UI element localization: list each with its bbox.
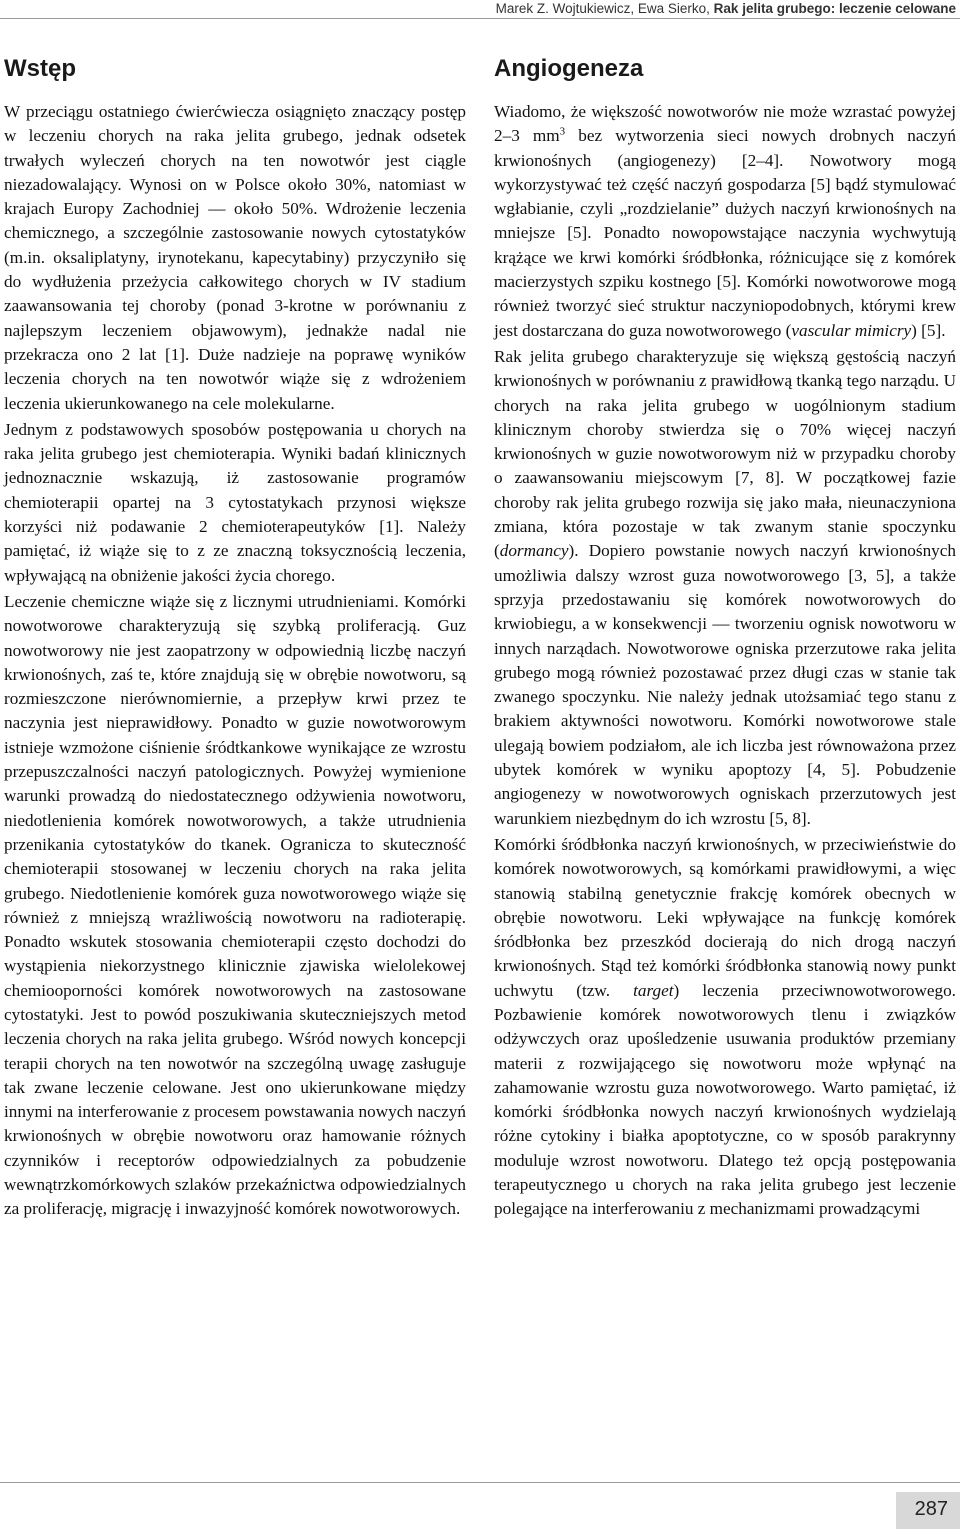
header-rule — [0, 18, 960, 19]
intro-paragraph-1: W przeciągu ostatniego ćwierćwiecza osiągnięto znaczący postęp w leczeniu chorych na raka jelita grubego, jednak odsetek trwałych wyleczeń chorych na ten nowotwór jest ciągle niezadowalający. Wynosi on w Polsce około 30%, natomiast w krajach Europy Zachodniej — około 50%. Wdrożenie leczenia chemicznego, a szczególnie zastosowanie nowych cytostatyków (m.in. oksaliplatyny, irynotekanu, kapecytabiny) przyczyniło się do wydłużenia przeżycia całkowitego chorych w IV stadium zaawansowania tej choroby (ponad 3-krotne w porównaniu z najlepszym leczeniem objawowym), jednakże nadal nie przekracza ono 2 lat [1]. Duże nadzieje na poprawę wyników leczenia chorych na ten nowotwór wiąże się z wdrożeniem leczenia ukierunkowanego na cele molekularne. — [4, 102, 466, 413]
page-number: 287 — [914, 1498, 948, 1520]
running-head-title: Rak jelita grubego: leczenie celowane — [713, 1, 956, 16]
text-run: ) [5]. — [911, 320, 946, 340]
running-head-authors: Marek Z. Wojtukiewicz, Ewa Sierko, — [495, 1, 710, 16]
text-run: Wiadomo, że większość nowotworów nie może wzrastać powyżej 2–3 mm — [494, 102, 956, 146]
superscript: 3 — [559, 125, 566, 138]
section-heading-introduction: Wstęp — [4, 55, 76, 82]
running-head — [496, 0, 956, 17]
angiogenesis-paragraph-1 — [494, 100, 956, 343]
intro-paragraph-2: Jednym z podstawowych sposobów postępowania u chorych na raka jelita grubego jest chemioterapia. Wyniki badań klinicznych jednoznacznie wskazują, iż zastosowanie programów chemioterapii opartej na 3 cytostatykach przynosi większe korzyści niż podawanie 2 chemioterapeutyków [1]. Należy pamiętać, iż wiąże się to z ze znaczną toksycznością leczenia, wpływającą na obniżenie jakości życia chorego. — [4, 419, 466, 585]
text-run: ) leczenia przeciwnowotworowego. Pozbawienie komórek nowotworowych tlenu i związków odżywczych oraz upośledzenie usuwania produktów przemiany materii z rozwijającego się nowotworu może wpłynąć na zahamowanie wzrostu guza nowotworowego. Warto pamiętać, iż komórki śródbłonka nowych naczyń krwionośnych wydzielają różne cytokiny i białka apoptotyczne, co w sposób parakrynny moduluje wzrost nowotworu. Dlatego też opcją postępowania terapeutycznego u chorych na raka jelita grubego jest leczenie polegające na interferowaniu z mechanizmami prowadzącymi — [494, 980, 956, 1219]
intro-paragraph-3: Leczenie chemiczne wiąże się z licznymi utrudnieniami. Komórki nowotworowe charakteryzują się szybką proliferacją. Guz nowotworowy nie jest zaopatrzony w odpowiednią liczbę naczyń krwionośnych, zaś te, które znajdują się w obrębie nowotworu, są rozmieszczone nierównomiernie, a przepływ krwi przez te naczynia jest nieprawidłowy. Ponadto w guzie nowotworowym istnieje wzmożone ciśnienie śródtkankowe wynikające ze wzrostu przepuszczalności naczyń patologicznych. Powyżej wymienione warunki prowadzą do niedostatecznego odżywienia nowotworu, niedotlenienia komórek nowotworowych, a także utrudnienia przenikania cytostatyków do tkanek. Ogranicza to skuteczność chemioterapii stosowanej w leczeniu chorych na raka jelita grubego. Niedotlenienie komórek guza nowotworowego wiąże się również z mniejszą wrażliwością nowotworu na radioterapię. Ponadto wskutek stosowania chemioterapii często dochodzi do wystąpienia niekorzystnego klinicznie zjawiska wielolekowej chemiooporności komórek nowotworowych na zastosowane cytostatyki. Jest to powód poszukiwania skuteczniejszych metod leczenia chorych na raka jelita grubego. Wśród nowych koncepcji terapii chorych na ten nowotwór na szczególną uwagę zasługuje tak zwane leczenie celowane. Jest ono ukierunkowane między innymi na interferowanie z procesem powstawania nowych naczyń krwionośnych w obrębie nowotworu oraz hamowanie różnych czynników i receptorów odpowiedzialnych za pobudzenie wewnątrzkomórkowych szlaków przekaźnictwa odpowiedzialnych za proliferację, migrację i inwazyjność komórek nowotworowych. — [4, 591, 466, 1219]
text-run: ). Dopiero powstanie nowych naczyń krwionośnych umożliwia dalszy wzrost guza nowotworowego [3, 5], a także sprzyja przedostawaniu się komórek nowotworowych do krwiobiegu, a w konsekwencji — tworzeniu ognisk nowotworu w innych narządach. Nowotworowe ogniska przerzutowe raka jelita grubego mogą również pozostawać przez długi czas w stanie tak zwanego spoczynku. Nie należy jednak utożsamiać tego stanu z brakiem aktywności nowotworu. Komórki nowotworowe stale ulegają bowiem podziałom, ale ich liczba jest równoważona przez ubytek komórek w wyniku apoptozy [4, 5]. Pobudzenie angiogenezy w nowotworowych ogniskach przerzutowych jest warunkiem niezbędnym do ich wzrostu [5, 8]. — [494, 541, 956, 828]
left-column — [4, 54, 466, 1222]
text-run: bez wytworzenia sieci nowych drobnych naczyń krwionośnych (angiogenezy) [2–4]. Nowotwory mogą wykorzystywać też część naczyń gospodarza [5] bądź stymulować wgłabianie, czyli „rozdzielanie” dużych naczyń krwionośnych na mniejsze [5]. Ponadto nowopowstające naczynia wychwytują krążące we krwi komórki śródbłonka, różnicujące się z komórek macierzystych szpiku kostnego [5]. Komórki nowotworowe mogą również tworzyć sieć struktur naczyniopodobnych, którymi krew jest dostarczana do guza nowotworowego ( — [494, 126, 956, 340]
text-run: Komórki śródbłonka naczyń krwionośnych, w przeciwieństwie do komórek nowotworowych, są komórkami prawidłowymi, a więc stanowią stabilną genetycznie frakcję komórek obecnych w obrębie nowotworu. Leki wpływające na funkcję komórek śródbłonka bez przeszkód docierają do nich drogą naczyń krwionośnych. Stąd też komórki śródbłonka stanowią nowy punkt uchwytu (tzw. — [494, 834, 956, 1000]
section-heading-angiogenesis: Angiogeneza — [494, 55, 644, 82]
italic-term: dormancy — [499, 541, 569, 561]
italic-term: vascular mimicry — [791, 320, 912, 340]
right-column — [494, 54, 956, 1222]
italic-term: target — [633, 980, 674, 1000]
angiogenesis-paragraph-2 — [494, 345, 956, 831]
footer-rule — [0, 1482, 960, 1483]
angiogenesis-paragraph-3 — [494, 833, 956, 1222]
text-run: Rak jelita grubego charakteryzuje się większą gęstością naczyń krwionośnych w porównaniu z prawidłową tkanką tego narządu. U chorych na raka jelita grubego w uogólnionym stadium klinicznym choroby stwierdza się o 70% więcej naczyń krwionośnych w guzie nowotworowym niż w przypadku choroby o zaawansowaniu miejscowym [7, 8]. W początkowej fazie choroby rak jelita grubego rozwija się jako mała, nieunaczyniona zmiana, która pozostaje w tak zwanym stanie spoczynku ( — [494, 346, 956, 561]
